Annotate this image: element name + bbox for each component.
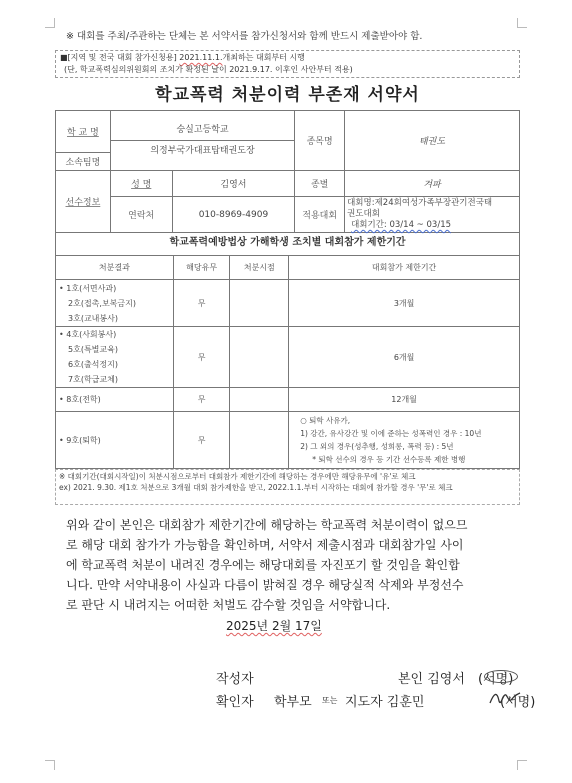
remark-line-1: 1) 강간, 유사강간 및 이에 준하는 성폭력인 경우 : 10년 (300, 429, 482, 438)
remark-line-3: * 퇴학 선수의 경우 등 기간 선수등록 제한 병행 (312, 455, 466, 464)
self-signer: 본인 김영서 (398, 672, 465, 687)
club-value: 의정부국가대표탑태권도장 (150, 145, 255, 156)
result-cell: • 1호(서면사과) 2호(접촉,보복금지) 3호(교내봉사) (56, 280, 174, 327)
self-seal[interactable]: (서명) (478, 672, 514, 687)
confirmer-label: 확인자 (216, 695, 254, 710)
pledge-line: 니다. 만약 서약내용이 사실과 다름이 밝혀질 경우 해당실적 삭제와 부정선수 (66, 578, 464, 592)
remark-heading: ○ 퇴학 사유가, (300, 416, 351, 425)
header-result: 처분결과 (56, 256, 174, 280)
header-limit: 대회참가 제한기간 (289, 256, 520, 280)
writer-label: 작성자 (216, 672, 254, 687)
applies-checkbox[interactable]: 무 (173, 388, 230, 412)
applicant-info-table (55, 110, 520, 233)
notice-box (55, 50, 520, 78)
player-info-label: 선수정보 (56, 171, 111, 233)
limit-cell: 6개월 (289, 327, 520, 388)
category-value: 겨파 (345, 171, 520, 197)
name-label: 성 명 (110, 171, 172, 197)
penalty-table (55, 255, 520, 469)
penalty-date-cell[interactable] (230, 327, 289, 388)
coach-seal[interactable]: (서명) (500, 695, 536, 710)
club-label: 소속팀명 (56, 153, 111, 171)
section-title: 학교폭력예방법상 가해학생 조치별 대회참가 제한기간 (55, 230, 520, 255)
top-note: ※ 대회를 주최/주관하는 단체는 본 서약서를 참가신청서와 함께 반드시 제출받아야 함. (66, 31, 423, 42)
foot-note-line-2: ex) 2021. 9.30. 제1호 처분으로 3개월 대회 참가제한을 받고, 2022.1.1.부터 시작하는 대회에 참가할 경우 '무'로 체크 (59, 483, 453, 492)
coach-signer: 지도자 김훈민 (345, 695, 425, 710)
applies-checkbox[interactable]: 무 (173, 327, 230, 388)
remark-line-2: 2) 그 외의 경우(성추행, 성희롱, 폭력 등) : 5년 (300, 442, 454, 451)
name-value: 김영서 (172, 171, 295, 197)
school-value: 숭실고등학교 (111, 120, 294, 141)
penalty-date-cell[interactable] (230, 280, 289, 327)
limit-cell: 3개월 (289, 280, 520, 327)
school-label: 학 교 명 (56, 111, 111, 153)
applied-name-line-1: 대회명:제24회여성가족부장관기전국태 (347, 198, 493, 208)
pledge-date: 2025년 2월 17일 (226, 619, 322, 633)
event-value: 태권도 (345, 111, 520, 171)
handwritten-signature (488, 687, 522, 709)
result-cell: • 9호(퇴학) (56, 412, 174, 469)
pledge-line: 위와 같이 본인은 대회참가 제한기간에 해당하는 학교폭력 처분이력이 없으므 (66, 518, 468, 532)
table-row (56, 388, 520, 412)
page-corner-mark (517, 760, 527, 770)
applied-value (345, 197, 520, 233)
notice-line-1-suffix: 개최하는 대회부터 시행 (222, 53, 305, 62)
parent-label: 학부모 (274, 695, 312, 710)
result-cell: • 4호(사회봉사) 5호(특별교육) 6호(출석정지) 7호(학급교체) (56, 327, 174, 388)
page-corner-mark (45, 760, 55, 770)
table-row (56, 412, 520, 469)
header-date: 처분시점 (230, 256, 289, 280)
applied-label: 적용대회 (295, 197, 345, 233)
pledge-line: 로 판단 시 내려지는 어떠한 처벌도 감수할 것임을 서약합니다. (66, 598, 391, 612)
expulsion-remark (289, 412, 520, 469)
pledge-text (66, 515, 526, 615)
applied-period: 대회기간: 03/14 ~ 03/15 (351, 220, 452, 230)
document-title: 학교폭력 처분이력 부존재 서약서 (155, 85, 420, 105)
notice-line-1 (60, 52, 515, 64)
category-label: 종별 (295, 171, 345, 197)
or-label: 또는 (322, 696, 338, 705)
notice-line-2: (단, 학교폭력심의위원회의 조치가 확정된 날이 2021.9.17. 이후인 사안부터 적용) (64, 65, 353, 74)
result-cell: • 8호(전학) (56, 388, 174, 412)
pledge-line: 로 해당 대회 참가가 가능함을 확인하며, 서약서 제출시점과 대회참가일 사이 (66, 538, 464, 552)
notice-line-1-prefix: ■[지역 및 전국 대회 참가신청용] (60, 53, 180, 62)
limit-cell: 12개월 (289, 388, 520, 412)
contact-value: 010-8969-4909 (172, 197, 295, 233)
event-label: 종목명 (295, 111, 345, 171)
foot-note (55, 469, 520, 505)
page-corner-mark (45, 18, 55, 28)
foot-note-line-1: ※ 대회기간(대회시작일)이 처분시점으로부터 대회참가 제한기간에 해당하는 경우에만 해당유무에 '유'로 체크 (59, 472, 416, 481)
table-row (56, 280, 520, 327)
contact-label: 연락처 (110, 197, 172, 233)
header-applies: 해당유무 (173, 256, 230, 280)
seal-circle (484, 670, 518, 683)
page-corner-mark (517, 18, 527, 28)
pledge-line: 에 학교폭력 처분이 내려진 경우에는 해당대회를 자진포기 할 것임을 확인합 (66, 558, 460, 572)
table-row (56, 327, 520, 388)
penalty-date-cell[interactable] (230, 412, 289, 469)
applies-checkbox[interactable]: 무 (173, 412, 230, 469)
notice-line-1-date: 2021.11.1. (179, 53, 223, 62)
applied-name-line-2: 권도대회 (347, 209, 380, 219)
penalty-date-cell[interactable] (230, 388, 289, 412)
applies-checkbox[interactable]: 무 (173, 280, 230, 327)
